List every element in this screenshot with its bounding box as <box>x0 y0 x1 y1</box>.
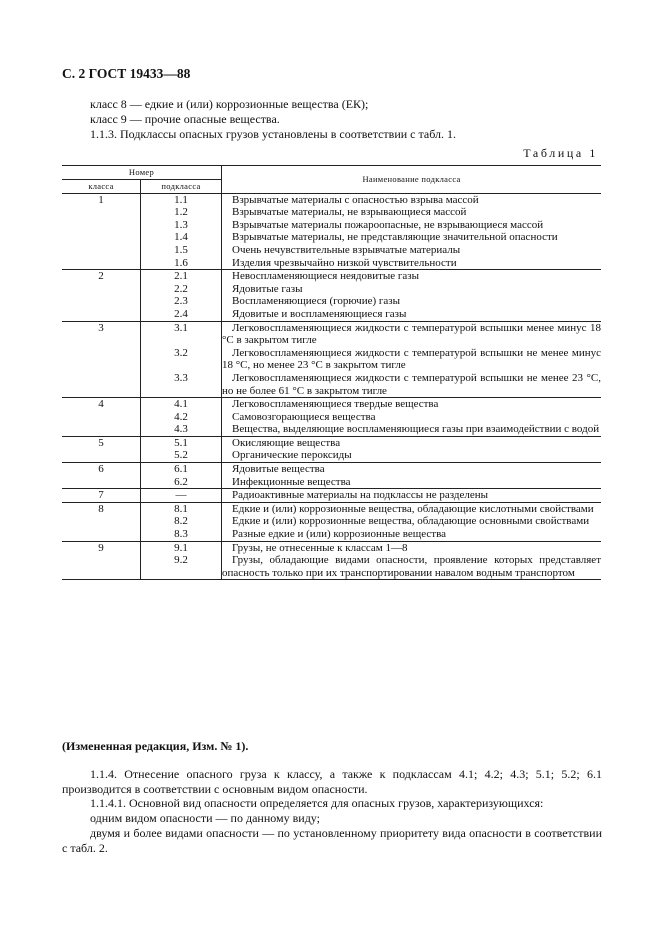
subclass-name: Легковоспламеняющиеся жидкости с температурой вспышки не менее минус 18 °С, но менее 23 °С в закрытом тигле <box>222 346 601 372</box>
subclass-number: 9.1 <box>174 541 188 554</box>
intro-line-1-1-3: 1.1.3. Подклассы опасных грузов установлены в соответствии с табл. 1. <box>90 127 457 141</box>
subclass-name: Едкие и (или) коррозионные вещества, обладающие основными свойствами <box>232 515 590 528</box>
intro-line-class-9: класс 9 — прочие опасные вещества. <box>90 112 280 126</box>
subclass-name: Ядовитые вещества <box>232 463 325 476</box>
page-header: С. 2 ГОСТ 19433—88 <box>62 66 191 81</box>
class-number: 1 <box>62 193 141 270</box>
subclass-name: Легковоспламеняющиеся жидкости с температурой вспышки менее минус 18 °С в закрытом тигле <box>222 321 601 347</box>
subclass-table <box>62 165 601 580</box>
header-subclass: подкласса <box>141 179 222 193</box>
subclass-name: Едкие и (или) коррозионные вещества, обладающие кислотными свойствами <box>232 502 594 515</box>
subclass-numbers <box>141 463 222 489</box>
subclass-name: Ядовитые и воспламеняющиеся газы <box>232 307 407 320</box>
subclass-names <box>222 321 602 398</box>
subclass-names <box>222 193 602 270</box>
subclass-numbers <box>141 270 222 321</box>
subclass-number: 8.1 <box>174 502 188 515</box>
subclass-name: Окисляющие вещества <box>232 436 341 449</box>
subclass-numbers <box>141 502 222 541</box>
paragraph-1-1-4-1: 1.1.4.1. Основной вид опасности определяется для опасных грузов, характеризующихся: <box>90 796 544 811</box>
footer-text <box>62 739 602 856</box>
table-row <box>62 502 601 541</box>
subclass-names <box>222 436 602 462</box>
subclass-numbers <box>141 193 222 270</box>
subclass-name: Ядовитые газы <box>232 282 303 295</box>
class-number: 9 <box>62 541 141 580</box>
subclass-number: 5.2 <box>174 449 188 462</box>
class-number: 2 <box>62 270 141 321</box>
subclass-number: 5.1 <box>174 436 188 449</box>
subclass-name: Самовозгорающиеся вещества <box>232 410 376 423</box>
subclass-number: 3.3 <box>174 371 188 384</box>
subclass-name: Вещества, выделяющие воспламеняющиеся газы при взаимодействии с водой <box>232 423 600 436</box>
subclass-name: Очень нечувствительные взрывчатые материалы <box>232 243 461 256</box>
subclass-name: Легковоспламеняющиеся жидкости с температурой вспышки не менее 23 °С, но не более 61 °С в закрытом тигле <box>222 371 601 397</box>
table-row <box>62 321 601 398</box>
subclass-number: 4.3 <box>174 423 188 436</box>
header-subclass-name: Наименование подкласса <box>222 166 602 194</box>
subclass-names <box>222 270 602 321</box>
class-number: 4 <box>62 398 141 437</box>
subclass-name: Радиоактивные материалы на подклассы не разделены <box>232 489 489 502</box>
subclass-names <box>222 502 602 541</box>
subclass-name: Взрывчатые материалы, не взрывающиеся массой <box>232 206 467 219</box>
table-row <box>62 436 601 462</box>
subclass-number: 1.5 <box>174 243 188 256</box>
intro-text <box>62 97 602 142</box>
subclass-number: 1.4 <box>174 231 188 244</box>
table-caption: Таблица 1 <box>523 146 598 160</box>
subclass-numbers <box>141 321 222 398</box>
subclass-name: Грузы, обладающие видами опасности, проявление которых представляет опасность только при их транспортировании навалом водным транспортом <box>222 554 601 579</box>
subclass-name: Воспламеняющиеся (горючие) газы <box>232 295 401 308</box>
table-row <box>62 193 601 270</box>
subclass-number: 1.2 <box>174 206 188 219</box>
subclass-number: — <box>175 489 187 502</box>
subclass-number: 2.4 <box>174 307 188 320</box>
subclass-name: Разные едкие и (или) коррозионные вещества <box>232 528 447 541</box>
header-number: Номер <box>62 166 222 180</box>
subclass-number: 4.2 <box>174 410 188 423</box>
subclass-names <box>222 398 602 437</box>
class-number: 5 <box>62 436 141 462</box>
table-row <box>62 489 601 503</box>
subclass-number: 2.2 <box>174 282 188 295</box>
subclass-names <box>222 489 602 503</box>
subclass-numbers <box>141 541 222 580</box>
subclass-number: 1.1 <box>174 193 188 206</box>
subclass-name: Взрывчатые материалы с опасностью взрыва массой <box>232 193 479 206</box>
intro-line-class-8: класс 8 — едкие и (или) коррозионные вещества (ЕК); <box>90 97 369 111</box>
table-row <box>62 463 601 489</box>
table-body <box>62 193 601 580</box>
subclass-name: Грузы, не отнесенные к классам 1—8 <box>232 541 408 554</box>
table-row <box>62 270 601 321</box>
class-number: 3 <box>62 321 141 398</box>
subclass-number: 2.3 <box>174 295 188 308</box>
subclass-name: Взрывчатые материалы пожароопасные, не взрывающиеся массой <box>232 218 544 231</box>
table-row <box>62 398 601 437</box>
subclass-number: 1.3 <box>174 218 188 231</box>
paragraph-1-1-4: 1.1.4. Отнесение опасного груза к классу, а также к подклассам 4.1; 4.2; 4.3; 5.1; 5.2; 6.1 производится в соответствии с основным видом опасности. <box>62 766 602 796</box>
subclass-number: 6.1 <box>174 463 188 476</box>
subclass-numbers <box>141 436 222 462</box>
subclass-name: Органические пероксиды <box>232 449 352 462</box>
subclass-number: 4.1 <box>174 398 188 411</box>
subclass-number: 1.6 <box>174 256 188 269</box>
subclass-name: Невоспламеняющиеся неядовитые газы <box>232 270 420 283</box>
class-number: 6 <box>62 463 141 489</box>
subclass-numbers <box>141 398 222 437</box>
subclass-number: 3.1 <box>174 321 188 334</box>
subclass-numbers <box>141 489 222 503</box>
subclass-names <box>222 541 602 580</box>
table-row <box>62 541 601 580</box>
header-class: класса <box>62 179 141 193</box>
subclass-names <box>222 463 602 489</box>
subclass-name: Изделия чрезвычайно низкой чувствительности <box>232 256 457 269</box>
paragraph-multiple-hazards: двумя и более видами опасности — по установленному приоритету вида опасности в соответствии с табл. 2. <box>62 825 602 855</box>
subclass-number: 8.2 <box>174 515 188 528</box>
subclass-name: Легковоспламеняющиеся твердые вещества <box>232 398 439 411</box>
subclass-number: 9.2 <box>174 554 188 567</box>
subclass-number: 8.3 <box>174 528 188 541</box>
subclass-name: Инфекционные вещества <box>232 475 351 488</box>
class-number: 7 <box>62 489 141 503</box>
subclass-number: 2.1 <box>174 270 188 283</box>
subclass-number: 6.2 <box>174 475 188 488</box>
subclass-name: Взрывчатые материалы, не представляющие значительной опасности <box>232 231 558 244</box>
subclass-number: 3.2 <box>174 346 188 359</box>
class-number: 8 <box>62 502 141 541</box>
paragraph-single-hazard: одним видом опасности — по данному виду; <box>90 811 320 826</box>
edition-note: (Измененная редакция, Изм. № 1). <box>62 739 249 753</box>
